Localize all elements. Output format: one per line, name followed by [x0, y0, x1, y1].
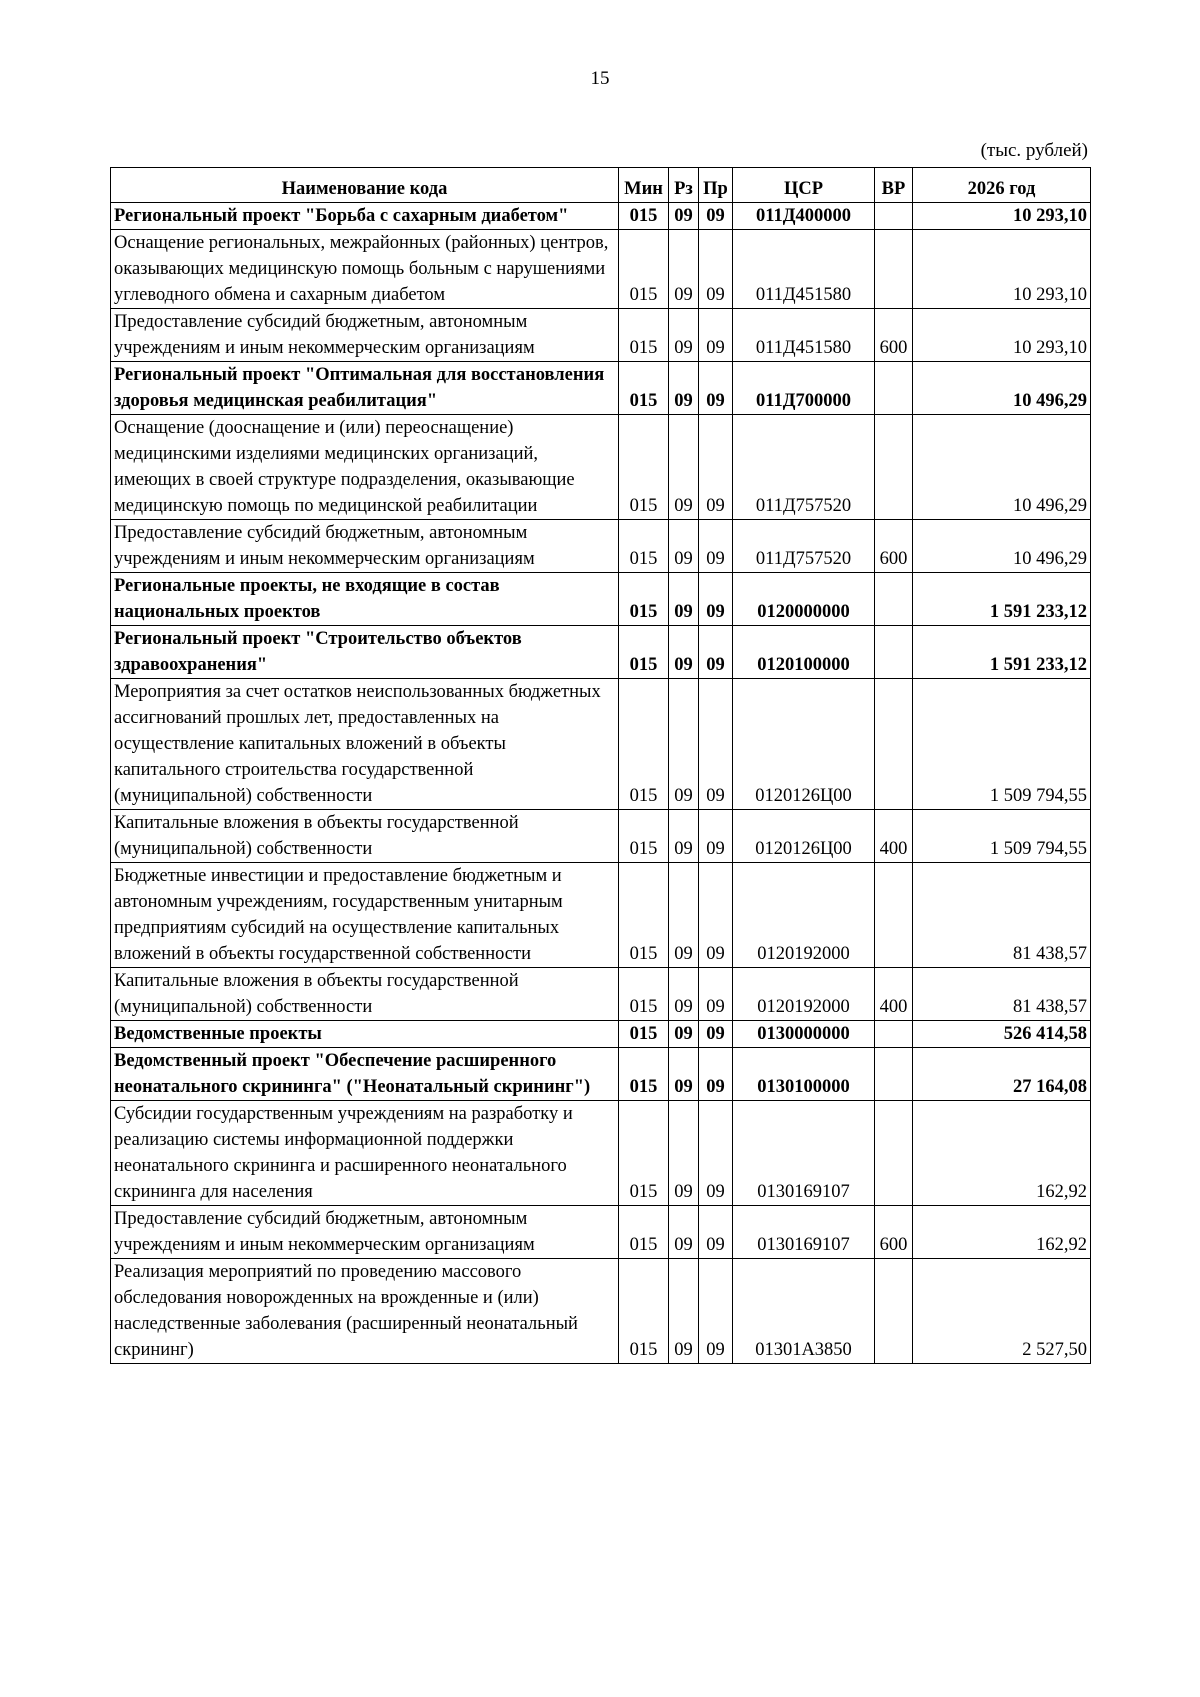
- cell-csr: 0130169107: [733, 1101, 875, 1206]
- cell-sum: 1 591 233,12: [913, 626, 1091, 679]
- cell-min: 015: [619, 415, 669, 520]
- cell-vr: [875, 1259, 913, 1364]
- cell-rz: 09: [669, 362, 699, 415]
- cell-sum: 81 438,57: [913, 968, 1091, 1021]
- cell-name: Предоставление субсидий бюджетным, автономным учреждениям и иным некоммерческим организациям: [111, 520, 619, 573]
- cell-sum: 10 293,10: [913, 203, 1091, 230]
- budget-table: [110, 167, 1091, 1364]
- cell-vr: 600: [875, 309, 913, 362]
- table-row: [111, 415, 1091, 520]
- cell-vr: [875, 679, 913, 810]
- cell-pr: 09: [699, 1048, 733, 1101]
- cell-min: 015: [619, 1048, 669, 1101]
- table-row: [111, 362, 1091, 415]
- cell-rz: 09: [669, 679, 699, 810]
- cell-vr: 600: [875, 1206, 913, 1259]
- cell-rz: 09: [669, 573, 699, 626]
- header-min: Мин: [619, 168, 669, 203]
- cell-sum: 162,92: [913, 1206, 1091, 1259]
- cell-rz: 09: [669, 1206, 699, 1259]
- cell-rz: 09: [669, 1021, 699, 1048]
- cell-rz: 09: [669, 810, 699, 863]
- cell-pr: 09: [699, 626, 733, 679]
- cell-csr: 011Д400000: [733, 203, 875, 230]
- cell-vr: [875, 230, 913, 309]
- cell-name: Ведомственный проект "Обеспечение расширенного неонатального скрининга" ("Неонатальный скрининг"): [111, 1048, 619, 1101]
- cell-min: 015: [619, 362, 669, 415]
- table-row: [111, 626, 1091, 679]
- cell-name: Бюджетные инвестиции и предоставление бюджетным и автономным учреждениям, государственным унитарным предприятиям субсидий на осуществление капитальных вложений в объекты государственной собственности: [111, 863, 619, 968]
- units-label: (тыс. рублей): [980, 140, 1088, 161]
- table-row: [111, 679, 1091, 810]
- cell-rz: 09: [669, 863, 699, 968]
- cell-vr: [875, 626, 913, 679]
- cell-sum: 1 591 233,12: [913, 573, 1091, 626]
- cell-rz: 09: [669, 520, 699, 573]
- header-name: Наименование кода: [111, 168, 619, 203]
- cell-vr: [875, 203, 913, 230]
- cell-csr: 011Д757520: [733, 520, 875, 573]
- cell-name: Региональный проект "Оптимальная для восстановления здоровья медицинская реабилитация": [111, 362, 619, 415]
- cell-min: 015: [619, 230, 669, 309]
- cell-min: 015: [619, 968, 669, 1021]
- cell-name: Ведомственные проекты: [111, 1021, 619, 1048]
- cell-sum: 526 414,58: [913, 1021, 1091, 1048]
- cell-csr: 0120100000: [733, 626, 875, 679]
- cell-name: Региональные проекты, не входящие в состав национальных проектов: [111, 573, 619, 626]
- cell-csr: 011Д757520: [733, 415, 875, 520]
- cell-vr: 400: [875, 968, 913, 1021]
- cell-rz: 09: [669, 309, 699, 362]
- table-row: [111, 573, 1091, 626]
- cell-pr: 09: [699, 362, 733, 415]
- header-rz: Рз: [669, 168, 699, 203]
- cell-sum: 10 293,10: [913, 309, 1091, 362]
- cell-sum: 81 438,57: [913, 863, 1091, 968]
- table-row: [111, 863, 1091, 968]
- cell-vr: [875, 573, 913, 626]
- cell-min: 015: [619, 1101, 669, 1206]
- cell-pr: 09: [699, 520, 733, 573]
- table-row: [111, 230, 1091, 309]
- cell-name: Субсидии государственным учреждениям на разработку и реализацию системы информационной поддержки неонатального скрининга и расширенного неонатального скрининга для населения: [111, 1101, 619, 1206]
- cell-csr: 0130000000: [733, 1021, 875, 1048]
- cell-vr: [875, 1048, 913, 1101]
- table-row: [111, 520, 1091, 573]
- table-row: [111, 1206, 1091, 1259]
- cell-name: Оснащение региональных, межрайонных (районных) центров, оказывающих медицинскую помощь больным с нарушениями углеводного обмена и сахарным диабетом: [111, 230, 619, 309]
- cell-csr: 011Д451580: [733, 309, 875, 362]
- cell-name: Оснащение (дооснащение и (или) переоснащение) медицинскими изделиями медицинских организаций, имеющих в своей структуре подразделения, оказывающие медицинскую помощь по медицинской реабилитации: [111, 415, 619, 520]
- cell-rz: 09: [669, 626, 699, 679]
- cell-csr: 0120000000: [733, 573, 875, 626]
- cell-pr: 09: [699, 968, 733, 1021]
- cell-rz: 09: [669, 968, 699, 1021]
- cell-vr: 600: [875, 520, 913, 573]
- cell-rz: 09: [669, 230, 699, 309]
- cell-pr: 09: [699, 810, 733, 863]
- cell-pr: 09: [699, 1021, 733, 1048]
- header-year: 2026 год: [913, 168, 1091, 203]
- table-row: [111, 810, 1091, 863]
- cell-pr: 09: [699, 573, 733, 626]
- table-row: [111, 203, 1091, 230]
- cell-rz: 09: [669, 1048, 699, 1101]
- table-header-row: [111, 168, 1091, 203]
- cell-name: Предоставление субсидий бюджетным, автономным учреждениям и иным некоммерческим организациям: [111, 309, 619, 362]
- cell-csr: 0120192000: [733, 863, 875, 968]
- header-csr: ЦСР: [733, 168, 875, 203]
- header-vr: ВР: [875, 168, 913, 203]
- cell-min: 015: [619, 810, 669, 863]
- cell-sum: 1 509 794,55: [913, 810, 1091, 863]
- cell-pr: 09: [699, 415, 733, 520]
- table-row: [111, 1021, 1091, 1048]
- cell-pr: 09: [699, 1206, 733, 1259]
- cell-pr: 09: [699, 1259, 733, 1364]
- cell-rz: 09: [669, 415, 699, 520]
- cell-csr: 0120192000: [733, 968, 875, 1021]
- cell-name: Предоставление субсидий бюджетным, автономным учреждениям и иным некоммерческим организациям: [111, 1206, 619, 1259]
- cell-vr: [875, 863, 913, 968]
- cell-vr: [875, 415, 913, 520]
- table-body: [111, 203, 1091, 1364]
- cell-name: Региональный проект "Строительство объектов здравоохранения": [111, 626, 619, 679]
- cell-pr: 09: [699, 203, 733, 230]
- cell-min: 015: [619, 203, 669, 230]
- cell-min: 015: [619, 309, 669, 362]
- cell-name: Реализация мероприятий по проведению массового обследования новорожденных на врожденные и (или) наследственные заболевания (расширенный неонатальный скрининг): [111, 1259, 619, 1364]
- cell-csr: 01301А3850: [733, 1259, 875, 1364]
- cell-csr: 011Д700000: [733, 362, 875, 415]
- cell-min: 015: [619, 1206, 669, 1259]
- cell-csr: 0130169107: [733, 1206, 875, 1259]
- table-row: [111, 1048, 1091, 1101]
- cell-pr: 09: [699, 679, 733, 810]
- table-row: [111, 1101, 1091, 1206]
- cell-min: 015: [619, 1021, 669, 1048]
- cell-name: Мероприятия за счет остатков неиспользованных бюджетных ассигнований прошлых лет, предоставленных на осуществление капитальных вложений в объекты капитального строительства государственной (муниципальной) собственности: [111, 679, 619, 810]
- cell-rz: 09: [669, 1101, 699, 1206]
- cell-min: 015: [619, 520, 669, 573]
- cell-sum: 10 496,29: [913, 415, 1091, 520]
- cell-min: 015: [619, 573, 669, 626]
- cell-rz: 09: [669, 1259, 699, 1364]
- cell-sum: 2 527,50: [913, 1259, 1091, 1364]
- cell-csr: 0120126Ц00: [733, 679, 875, 810]
- cell-name: Капитальные вложения в объекты государственной (муниципальной) собственности: [111, 968, 619, 1021]
- cell-vr: [875, 362, 913, 415]
- cell-vr: [875, 1021, 913, 1048]
- cell-sum: 10 496,29: [913, 362, 1091, 415]
- page-number: 15: [590, 68, 610, 89]
- cell-vr: [875, 1101, 913, 1206]
- cell-sum: 27 164,08: [913, 1048, 1091, 1101]
- cell-pr: 09: [699, 863, 733, 968]
- cell-vr: 400: [875, 810, 913, 863]
- cell-csr: 0130100000: [733, 1048, 875, 1101]
- cell-sum: 162,92: [913, 1101, 1091, 1206]
- cell-csr: 011Д451580: [733, 230, 875, 309]
- cell-rz: 09: [669, 203, 699, 230]
- cell-sum: 10 293,10: [913, 230, 1091, 309]
- cell-sum: 1 509 794,55: [913, 679, 1091, 810]
- cell-name: Капитальные вложения в объекты государственной (муниципальной) собственности: [111, 810, 619, 863]
- cell-pr: 09: [699, 1101, 733, 1206]
- cell-min: 015: [619, 679, 669, 810]
- cell-pr: 09: [699, 230, 733, 309]
- cell-pr: 09: [699, 309, 733, 362]
- table-row: [111, 1259, 1091, 1364]
- cell-min: 015: [619, 863, 669, 968]
- cell-csr: 0120126Ц00: [733, 810, 875, 863]
- table-row: [111, 309, 1091, 362]
- table-row: [111, 968, 1091, 1021]
- cell-min: 015: [619, 1259, 669, 1364]
- cell-name: Региональный проект "Борьба с сахарным диабетом": [111, 203, 619, 230]
- cell-sum: 10 496,29: [913, 520, 1091, 573]
- cell-min: 015: [619, 626, 669, 679]
- header-pr: Пр: [699, 168, 733, 203]
